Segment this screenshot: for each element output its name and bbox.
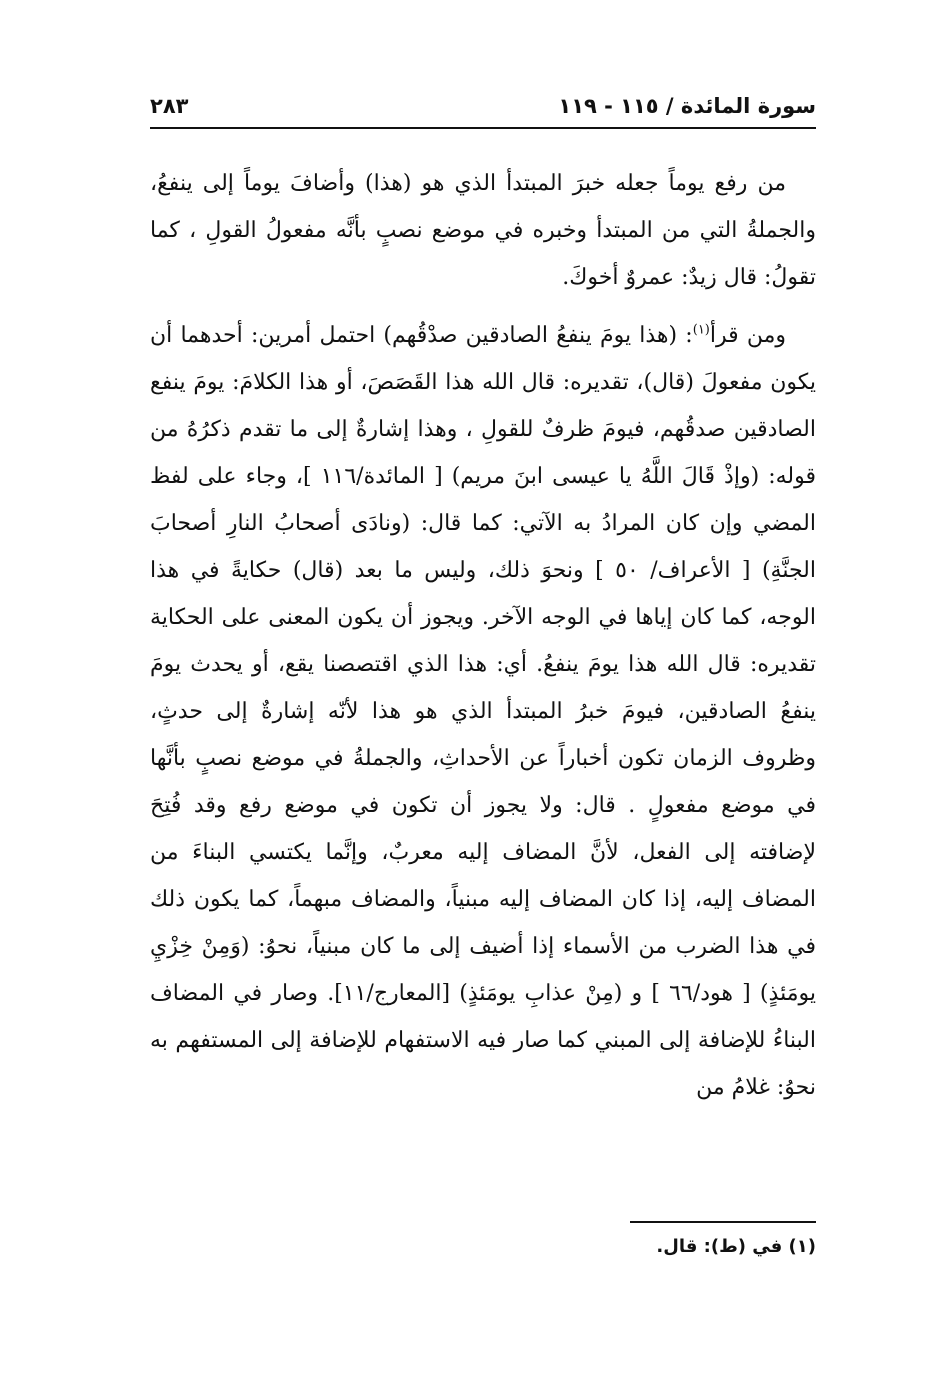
paragraph-1: من رفع يوماً جعله خبرَ المبتدأ الذي هو (هذا) وأضافَ يوماً إلى ينفعُ، والجملةُ التي من المبتدأ وخبره في موضع نصبٍ بأنَّه مفعولُ القولِ ، كما تقولُ: قال زيدٌ: عمروٌ أخوكَ. — [150, 171, 816, 290]
paragraph-2-opening: ومن قرأ — [709, 323, 786, 348]
surah-reference: سورة المائدة / ١١٥ - ١١٩ — [558, 94, 816, 118]
book-page — [150, 88, 816, 1288]
paragraph-2 — [150, 312, 816, 1111]
paragraph-2-body: : (هذا يومَ ينفعُ الصادقين صدْقُهم) احتمل أمرين: أحدهما أن يكون مفعولَ (قال)، تقديره: قال الله هذا القَصَصَ، أو هذا الكلامَ: يومَ ينفع الصادقين صدقُهم، فيومَ ظرفٌ للقولِ ، وهذا إشارةٌ إلى ما تقدم ذكرُهُ من قوله: (وإذْ قَالَ اللَّهُ يا عيسى ابنَ مريم) [ المائدة/١١٦ ]، وجاء على لفظ المضي وإن كان المرادُ به الآتي: كما قال: (ونادَى أصحابُ النارِ أصحابَ الجنَّةِ) [ الأعراف/ ٥٠ ] ونحوَ ذلك، وليس ما بعد (قال) حكايةً في هذا الوجه، كما كان إياها في الوجه الآخر. ويجوز أن يكون المعنى على الحكاية تقديره: قال الله هذا يومَ ينفعُ. أي: هذا الذي اقتصصنا يقع، أو يحدث يومَ ينفعُ الصادقين، فيومَ خبرُ المبتدأ الذي هو هذا لأنّه إشارةٌ إلى حدثٍ، وظروف الزمان تكون أخباراً عن الأحداثِ، والجملةُ في موضع نصبٍ بأنَّها في موضع مفعولٍ . قال: ولا يجوز أن تكون في موضع رفع وقد فُتِحَ لإضافته إلى الفعل، لأنَّ المضاف إليه معربٌ، وإنَّما يكتسي البناءَ من المضاف إليه، إذا كان المضاف إليه مبنياً، والمضاف مبهماً، كما يكون ذلك في هذا الضرب من الأسماء إذا أضيف إلى ما كان مبنياً، نحوُ: (وَمِنْ خِزْيِ يومَئذٍ) [ هود/٦٦ ] و (مِنْ عذابِ يومَئذٍ) [المعارج/١١]. وصار في المضاف البناءُ للإضافة إلى المبني كما صار فيه الاستفهام للإضافة إلى المستفهم به نحوُ: غلامُ من — [150, 323, 817, 1100]
running-header — [150, 88, 816, 124]
body-text — [150, 160, 816, 1111]
footnote: (١) في (ط): قال. — [656, 1236, 816, 1257]
page-number: ٢٨٣ — [150, 94, 189, 118]
footnote-reference: (١) — [692, 322, 710, 338]
footnote-divider — [630, 1221, 816, 1223]
header-divider — [150, 127, 816, 129]
